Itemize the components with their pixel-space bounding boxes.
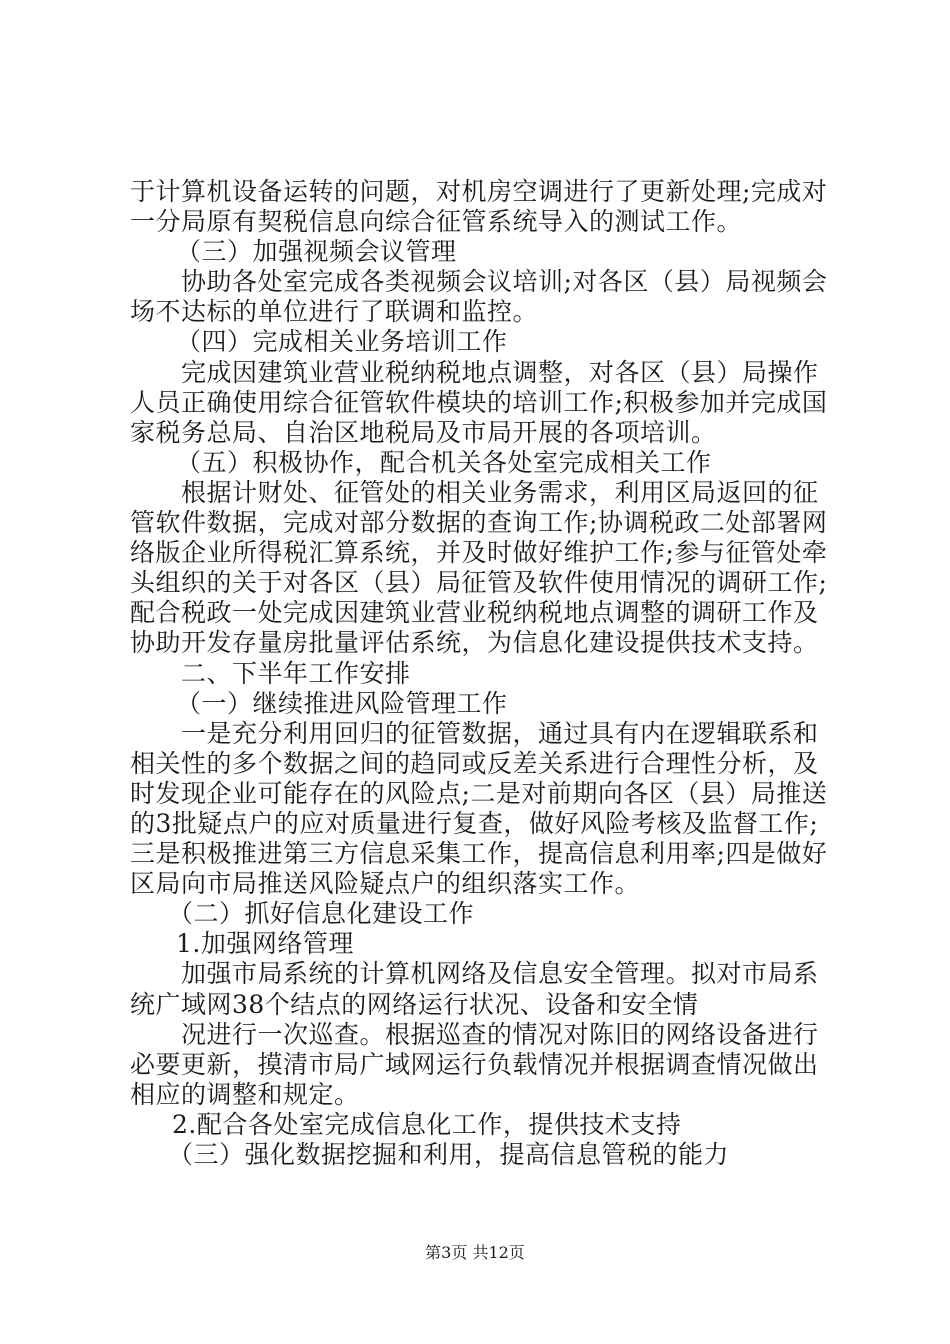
text-line: 根据计财处、征管处的相关业务需求，利用区局返回的征 [181, 478, 819, 507]
text-line: 协助开发存量房批量评估系统，为信息化建设提供技术支持。 [130, 628, 819, 657]
text-line: 场不达标的单位进行了联调和监控。 [130, 297, 539, 326]
section-heading: 二、下半年工作安排 [181, 659, 411, 688]
text-line: 家税务总局、自治区地税局及市局开展的各项培训。 [130, 418, 717, 447]
text-line: 于计算机设备运转的问题，对机房空调进行了更新处理;完成对 [130, 177, 828, 206]
section-heading: （一）继续推进风险管理工作 [176, 689, 508, 718]
text-line: 人员正确使用综合征管软件模块的培训工作;积极参加并完成国 [130, 388, 828, 417]
text-line: 络版企业所得税汇算系统，并及时做好维护工作;参与征管处牵 [130, 538, 828, 567]
section-heading: （四）完成相关业务培训工作 [176, 327, 508, 356]
section-heading: （二）抓好信息化建设工作 [168, 899, 475, 928]
text-line: 配合税政一处完成因建筑业营业税纳税地点调整的调研工作及 [130, 598, 819, 627]
text-line: 统广域网38个结点的网络运行状况、设备和安全情 [130, 990, 699, 1019]
text-line: 的3批疑点户的应对质量进行复查，做好风险考核及监督工作; [130, 809, 819, 838]
page-footer: 第3页 共12页 [425, 1243, 525, 1262]
text-line: 区局向市局推送风险疑点户的组织落实工作。 [130, 869, 641, 898]
text-line: 头组织的关于对各区（县）局征管及软件使用情况的调研工作; [130, 568, 828, 597]
text-line: 管软件数据，完成对部分数据的查询工作;协调税政二处部署网 [130, 508, 828, 537]
section-heading: 2.配合各处室完成信息化工作，提供技术支持 [172, 1110, 682, 1139]
text-line: 相关性的多个数据之间的趋同或反差关系进行合理性分析，及 [130, 749, 819, 778]
section-heading: （三）强化数据挖掘和利用，提高信息管税的能力 [168, 1140, 730, 1169]
text-line: 相应的调整和规定。 [130, 1080, 360, 1109]
text-line: 时发现企业可能存在的风险点;二是对前期向各区（县）局推送 [130, 779, 828, 808]
text-line: 必要更新，摸清市局广域网运行负载情况并根据调查情况做出 [130, 1050, 819, 1079]
text-line: 加强市局系统的计算机网络及信息安全管理。拟对市局系 [181, 959, 819, 988]
text-line: 协助各处室完成各类视频会议培训;对各区（县）局视频会 [181, 267, 828, 296]
text-line: 一分局原有契税信息向综合征管系统导入的测试工作。 [130, 207, 743, 236]
text-line: 一是充分利用回归的征管数据，通过具有内在逻辑联系和 [181, 719, 819, 748]
section-heading: （三）加强视频会议管理 [176, 237, 457, 266]
text-line: 三是积极推进第三方信息采集工作，提高信息利用率;四是做好 [130, 839, 828, 868]
section-heading: 1.加强网络管理 [176, 929, 354, 958]
section-heading: （五）积极协作，配合机关各处室完成相关工作 [176, 448, 712, 477]
text-line: 完成因建筑业营业税纳税地点调整，对各区（县）局操作 [181, 358, 819, 387]
text-line: 况进行一次巡查。根据巡查的情况对陈旧的网络设备进行 [181, 1020, 819, 1049]
